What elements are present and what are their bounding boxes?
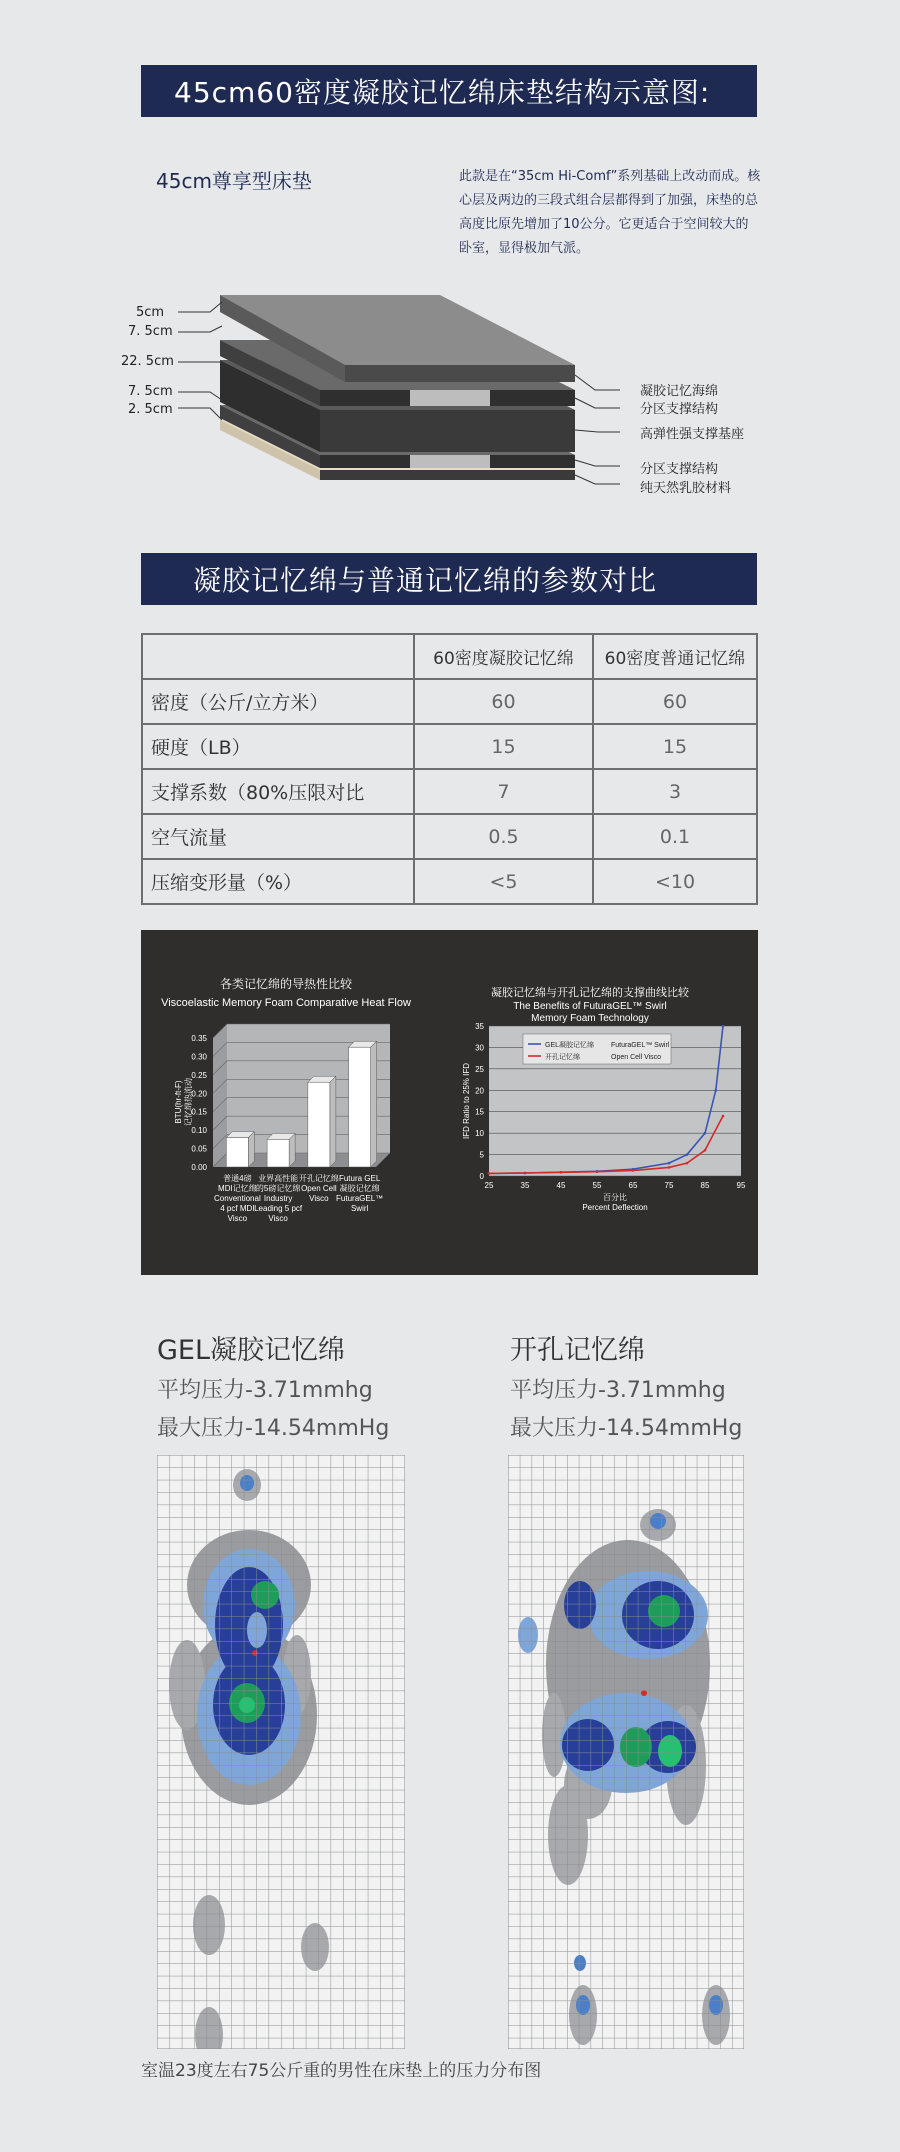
line-x-tick-label: 45 (556, 1181, 566, 1190)
table-cell: 密度（公斤/立方米） (142, 679, 414, 724)
table-cell: 60 (414, 679, 593, 724)
table-cell: 0.5 (414, 814, 593, 859)
bar-y-tick-label: 0.00 (191, 1163, 207, 1172)
line-chart-title: 凝胶记忆绵与开孔记忆绵的支撑曲线比较 (491, 987, 689, 999)
dimension-label: 2. 5cm (128, 402, 173, 417)
bar-chart-title: 各类记忆绵的导热性比较 (219, 977, 353, 991)
pressure-map-right (508, 1455, 744, 2049)
bar-category-label: 4 pcf MDI (220, 1204, 255, 1213)
bar-side (371, 1041, 377, 1167)
line-y-tick-label: 25 (475, 1064, 484, 1074)
pressure-right-avg: 平均压力-3.71mmhg (510, 1378, 726, 1403)
dimension-label: 7. 5cm (128, 324, 173, 339)
bar-category-label: Visco (309, 1194, 329, 1203)
line-point (488, 1172, 491, 1175)
line-y-tick-label: 30 (475, 1043, 484, 1053)
bar-category-label: Futura GEL (338, 1174, 381, 1183)
bar-category-label: Industry (263, 1194, 293, 1203)
table-cell: 硬度（LB） (142, 724, 414, 769)
line-x-tick-label: 85 (700, 1181, 710, 1190)
pressure-right-max: 最大压力-14.54mmHg (510, 1416, 743, 1441)
layer-label: 高弹性强支撑基座 (640, 427, 745, 442)
table-header: 60密度普通记忆绵 (593, 634, 757, 679)
line-x-axis-label: 百分比 (603, 1193, 627, 1202)
bar-y-tick-label: 0.10 (191, 1126, 207, 1136)
bar-y-tick-label: 0.15 (191, 1107, 207, 1117)
line-y-tick-label: 35 (475, 1022, 484, 1031)
table-row (142, 679, 757, 724)
bar-category-label: Leading 5 pcf (254, 1204, 303, 1213)
line-point (722, 1025, 725, 1028)
pressure-caption: 室温23度左右75公斤重的男性在床垫上的压力分布图 (141, 2061, 542, 2081)
model-title: 45cm尊享型床垫 (156, 169, 312, 193)
layer-label: 分区支撑结构 (640, 462, 719, 477)
line-y-tick-label: 20 (475, 1086, 484, 1096)
line-point (632, 1169, 635, 1172)
bar-y-tick-label: 0.30 (191, 1052, 207, 1062)
table-cell: 15 (593, 724, 757, 769)
bar-side (289, 1133, 295, 1167)
bar-category-label: 的5磅记忆绵 (255, 1184, 301, 1193)
pressure-left-title: GEL凝胶记忆绵 (157, 1335, 346, 1366)
line-point (560, 1171, 563, 1174)
bar-category-label: Open Cell (301, 1184, 337, 1193)
table-header: 60密度凝胶记忆绵 (414, 634, 593, 679)
bar-category-label: Swirl (350, 1204, 369, 1213)
line-point (668, 1162, 671, 1165)
pressure-map-left (157, 1455, 405, 2049)
dimension-label: 7. 5cm (128, 384, 173, 399)
line-point (704, 1132, 707, 1135)
line-y-tick-label: 15 (475, 1107, 484, 1117)
line-point (686, 1162, 689, 1165)
bar-category-label: MDI记忆绵 (218, 1184, 257, 1193)
table-cell: 压缩变形量（%） (142, 859, 414, 904)
line-x-tick-label: 65 (628, 1181, 638, 1190)
pressure-right-title: 开孔记忆绵 (510, 1335, 645, 1366)
bar (349, 1047, 371, 1167)
bar-category-label: FuturaGEL™ (336, 1194, 384, 1203)
table-row (142, 859, 757, 904)
line-point (715, 1089, 718, 1092)
layer-label: 分区支撑结构 (640, 402, 719, 417)
line-x-tick-label: 75 (664, 1181, 674, 1190)
table-cell: <10 (593, 859, 757, 904)
line-point (524, 1172, 527, 1175)
table-header (142, 634, 414, 679)
bar-side (330, 1076, 336, 1167)
bar (308, 1082, 330, 1167)
line-chart-subtitle: The Benefits of FuturaGEL™ Swirl (513, 1001, 667, 1012)
section-banner-comparison (141, 553, 757, 605)
banner-title: 45cm60密度凝胶记忆绵床垫结构示意图: (174, 76, 711, 109)
section-banner-structure (141, 65, 757, 117)
bar-category-label: 凝胶记忆绵 (339, 1184, 380, 1193)
line-x-tick-label: 95 (736, 1181, 746, 1190)
table-row (142, 769, 757, 814)
line-point (686, 1153, 689, 1156)
layer-label: 纯天然乳胶材料 (640, 481, 732, 496)
comparison-table (141, 633, 758, 905)
line-x-tick-label: 35 (520, 1181, 530, 1190)
line-y-tick-label: 10 (475, 1129, 484, 1139)
line-point (704, 1149, 707, 1152)
banner-title: 凝胶记忆绵与普通记忆绵的参数对比 (193, 564, 658, 597)
bar-category-label: Visco (268, 1214, 288, 1223)
bar-y-tick-label: 0.25 (191, 1070, 207, 1080)
charts-panel (141, 930, 758, 1275)
dimension-label: 22. 5cm (121, 354, 174, 369)
table-row (142, 814, 757, 859)
bar-category-label: 普通4磅 (223, 1174, 252, 1183)
table-cell: 7 (414, 769, 593, 814)
layer-label: 凝胶记忆海绵 (640, 384, 719, 399)
line-x-tick-label: 55 (592, 1181, 602, 1190)
bar-category-label: 业界高性能 (258, 1174, 299, 1183)
line-legend-label-cn: GEL凝胶记忆绵 (545, 1042, 595, 1049)
line-legend-label-en: FuturaGEL™ Swirl (611, 1042, 670, 1049)
bar-chart-subtitle: Viscoelastic Memory Foam Comparative Heat Flow (161, 997, 411, 1009)
table-row (142, 724, 757, 769)
table-header-row (142, 634, 757, 679)
bar-chart-sideplane (213, 1024, 227, 1167)
line-point (668, 1166, 671, 1169)
table-cell: 15 (414, 724, 593, 769)
table-cell: 0.1 (593, 814, 757, 859)
model-description: 此款是在“35cm Hi-Comf”系列基础上改动而成。核心层及两边的三段式组合层都得到了加强，床垫的总高度比原先增加了10公分。它更适合于空间较大的卧室，显得极加气派。 (459, 169, 761, 256)
bar (267, 1139, 289, 1167)
line-y-tick-label: 0 (479, 1172, 484, 1181)
bar-category-label: Conventional (214, 1194, 261, 1203)
table-cell: 空气流量 (142, 814, 414, 859)
charts-svg (141, 930, 758, 1275)
line-chart-subtitle: Memory Foam Technology (531, 1013, 649, 1024)
table-cell: 60 (593, 679, 757, 724)
bar-y-axis-label-cn: 记忆绵热流动 (184, 1078, 193, 1126)
pressure-left-max: 最大压力-14.54mmHg (157, 1416, 390, 1441)
line-point (596, 1170, 599, 1173)
line-point (722, 1115, 725, 1118)
line-x-tick-label: 25 (484, 1181, 494, 1190)
line-legend-label-en: Open Cell Visco (611, 1054, 662, 1061)
bar-category-label: Visco (227, 1214, 248, 1223)
table-cell: 支撑系数（80%压限对比 (142, 769, 414, 814)
table-cell: <5 (414, 859, 593, 904)
bar-side (248, 1132, 254, 1167)
line-y-tick-label: 5 (479, 1150, 484, 1160)
bar-category-label: 开孔记忆绵 (298, 1174, 339, 1183)
table-cell: 3 (593, 769, 757, 814)
bar-y-tick-label: 0.05 (191, 1144, 207, 1154)
line-legend-label-cn: 开孔记忆绵 (545, 1054, 580, 1061)
line-y-axis-label: IFD Ratio to 25% IFD (462, 1062, 471, 1140)
bar-y-axis-label: BTU(hr-ft-F) (174, 1080, 183, 1124)
pressure-left-avg: 平均压力-3.71mmhg (157, 1378, 373, 1403)
bar-y-tick-label: 0.35 (191, 1034, 207, 1043)
line-x-axis-label-en: Percent Deflection (582, 1203, 648, 1212)
dimension-label: 5cm (136, 305, 165, 320)
bar-y-tick-label: 0.20 (191, 1089, 207, 1099)
bar (226, 1138, 248, 1167)
